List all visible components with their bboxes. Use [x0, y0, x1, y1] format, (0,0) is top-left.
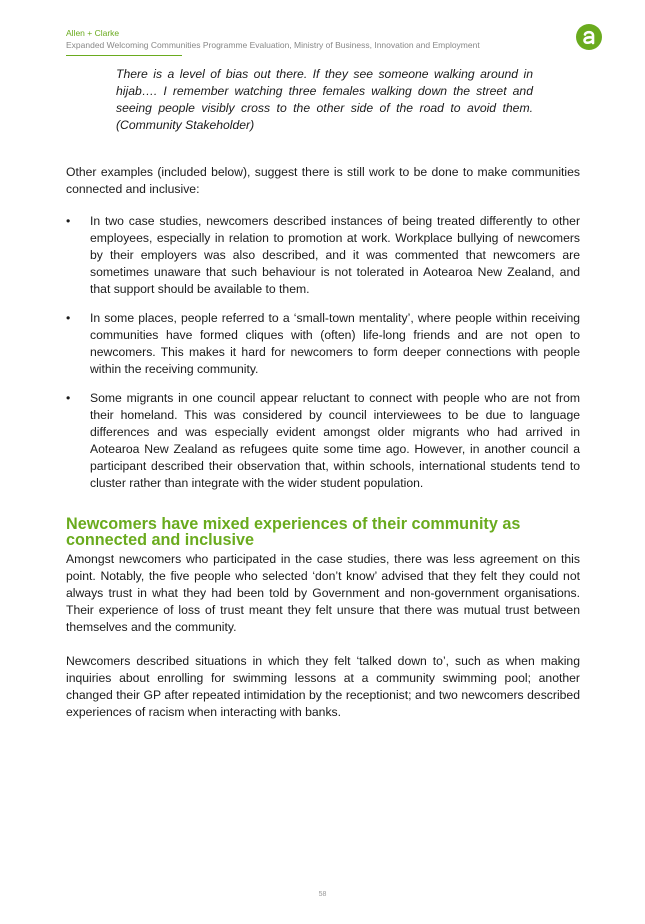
section-paragraph: Amongst newcomers who participated in the case studies, there was less agreement on this point. Notably, the five people who selected ‘don’t know’ advised that they felt they could not always trust in what they had been told by Government and non-government organisations. Their experience of loss of trust meant they felt unsure that there was mutual trust between themselves and the community. [66, 552, 580, 634]
list-item [66, 310, 580, 378]
section-paragraph: Newcomers described situations in which they felt ‘talked down to’, such as when making inquiries about enrolling for swimming lessons at a community swimming pool; another changed their GP after repeated intimidation by the receptionist; and two newcomers described experiences of racism when interacting with banks. [66, 654, 580, 719]
document-subtitle: Expanded Welcoming Communities Programme Evaluation, Ministry of Business, Innovation and Employment [66, 40, 480, 50]
list-item [66, 213, 580, 298]
header-rule [66, 55, 182, 56]
page-content [66, 66, 580, 721]
bullet-icon: • [66, 311, 71, 325]
examples-list [66, 213, 580, 492]
list-item [66, 390, 580, 492]
list-item-text: In some places, people referred to a ‘small-town mentality’, where people within receiving communities have formed cliques with (often) life-long friends and are not open to newcomers. This makes it hard for newcomers to form deeper connections with people within the receiving community. [90, 311, 580, 376]
brand-name: Allen + Clarke [66, 28, 120, 38]
page-header [66, 28, 566, 56]
stakeholder-quote: There is a level of bias out there. If they see someone walking around in hijab…. I remember watching three females walking down the street and seeing people visibly cross to the other side of the road to avoid them. (Community Stakeholder) [116, 67, 533, 132]
section-heading: Newcomers have mixed experiences of their community as connected and inclusive [66, 515, 521, 549]
list-item-text: In two case studies, newcomers described instances of being treated differently to other employees, especially in relation to promotion at work. Workplace bullying of newcomers by their employers was also described, and it was commented that newcomers are sometimes unaware that such behaviour is not tolerated in Aotearoa New Zealand, and that support should be available to them. [90, 214, 580, 296]
list-item-text: Some migrants in one council appear reluctant to connect with people who are not from their homeland. This was considered by council interviewees to be due to language differences and was especially evident amongst older migrants who had arrived in Aotearoa New Zealand as refugees quite some time ago. However, in another council a participant described their observation that, within schools, international students tend to cluster rather than integrate with the wider student population. [90, 391, 580, 490]
page-number: 58 [318, 891, 327, 898]
allen-clarke-logo-icon [576, 24, 602, 50]
bullet-icon: • [66, 214, 71, 228]
intro-paragraph: Other examples (included below), suggest there is still work to be done to make communities connected and inclusive: [66, 165, 580, 196]
bullet-icon: • [66, 391, 71, 405]
